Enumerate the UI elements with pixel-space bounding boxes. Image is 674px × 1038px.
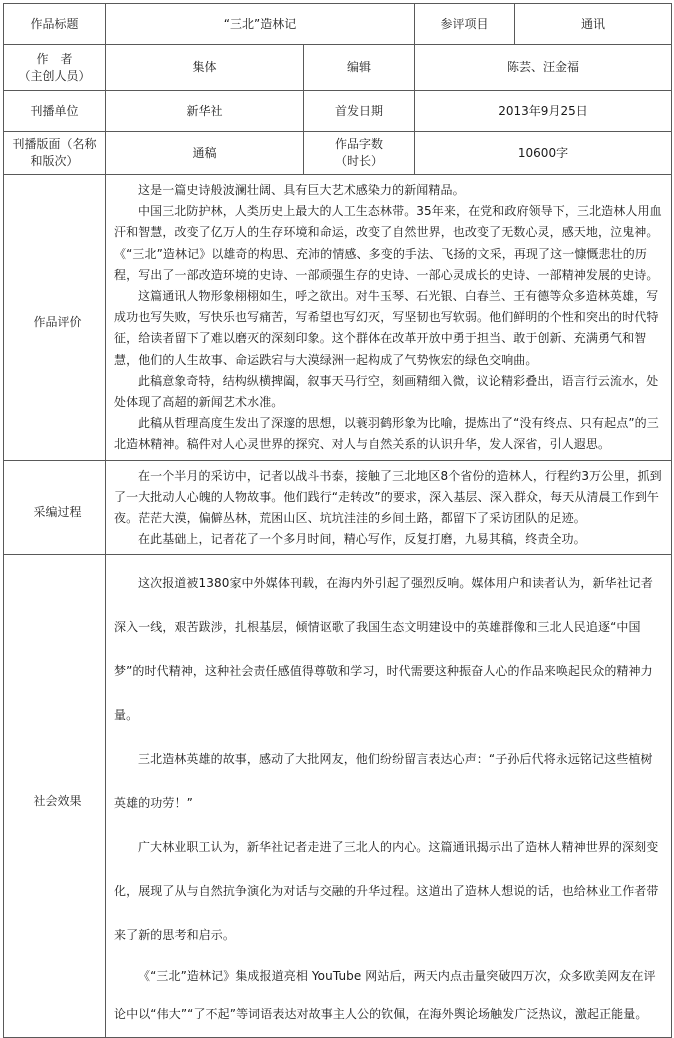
effect-paragraph-1: 这次报道被1380家中外媒体刊载，在海内外引起了强烈反响。媒体用户和读者认为，新华社记者深入一线，艰苦跋涉，扎根基层，倾情讴歌了我国生态文明建设中的英雄群像和三北人民追逐“中国梦”的时代精神，这种社会责任感值得尊敬和学习，时代需要这种振奋人心的作品来唤起民众的精神力量。 (114, 576, 653, 723)
form-table (3, 3, 672, 1038)
evaluation-paragraph-1: 这是一篇史诗般波澜壮阔、具有巨大艺术感染力的新闻精品。 (138, 183, 465, 197)
process-row (4, 460, 672, 555)
evaluation-label-cell (4, 175, 106, 461)
effect-paragraph-2: 三北造林英雄的故事，感动了大批网友，他们纷纷留言表达心声：“子孙后代将永远铭记这些植树英雄的功劳！” (114, 752, 653, 811)
unit-value: 新华社 (106, 91, 304, 132)
unit-row (4, 91, 672, 132)
evaluation-label: 作品评价 (33, 314, 82, 329)
evaluation-body (106, 175, 671, 460)
title-row (4, 4, 672, 45)
words-label-line2: （时长） (334, 154, 383, 168)
effect-body (106, 555, 671, 1037)
title-label: 作品标题 (4, 4, 106, 45)
process-paragraph-1: 在一个半月的采访中，记者以战斗书泰，接触了三北地区8个省份的造林人，行程约3万公里，抓到了一大批动人心魄的人物故事。他们践行“走转改”的要求，深入基层、深入群众，每天从清晨工作到午夜。茫茫大漠，偏僻丛林，荒困山区、坑坑洼洼的乡间土路，都留下了采访团队的足迹。 (114, 468, 662, 526)
evaluation-text-cell (106, 175, 672, 461)
layout-row (4, 132, 672, 175)
category-label: 参评项目 (415, 4, 515, 45)
evaluation-paragraph-4: 此稿意象奇特，结构纵横捭阖，叙事天马行空，刻画精细入微，议论精彩叠出，语言行云流水，处处体现了高超的新闻艺术水准。 (114, 373, 659, 410)
evaluation-paragraph-3: 这篇通讯人物形象栩栩如生，呼之欲出。对牛玉琴、石光银、白春兰、王有德等众多造林英雄，写成功也写失败，写快乐也写痛苦，写希望也写幻灭，写坚韧也写软弱。他们鲜明的个性和突出的时代特征，给读者留下了难以磨灭的深刻印象。这个群体在改革开放中勇于担当、敢于创新、充满勇气和智慧，他们的人生故事、命运跌宕与大漠绿洲一起构成了气势恢宏的绿色交响曲。 (114, 289, 659, 367)
process-paragraph-2: 在此基础上，记者花了一个多月时间，精心写作，反复打磨，九易其稿，终责全功。 (138, 532, 586, 547)
evaluation-paragraph-5: 此稿从哲理高度生发出了深邃的思想，以蓑羽鹤形象为比喻，提炼出了“没有终点、只有起点”的三北造林精神。稿件对人心灵世界的探究、对人与自然关系的认识升华，发人深省，引人遐思。 (114, 416, 659, 452)
process-label: 采编过程 (33, 505, 82, 520)
date-label: 首发日期 (304, 91, 415, 132)
editor-label: 编辑 (304, 45, 415, 91)
evaluation-row (4, 175, 672, 461)
category-value: 通讯 (515, 4, 672, 45)
author-label-line1: 作 者 (36, 51, 73, 66)
words-label (304, 132, 415, 175)
layout-label-line1: 刊播版面（名称 (12, 137, 97, 152)
effect-label: 社会效果 (33, 794, 82, 809)
words-value: 10600字 (415, 132, 672, 175)
process-text-cell (106, 460, 672, 555)
author-label-line2: （主创人员） (18, 68, 91, 83)
layout-value: 通稿 (106, 132, 304, 175)
process-label-cell (4, 460, 106, 555)
author-row (4, 45, 672, 91)
effect-row (4, 555, 672, 1038)
title-value: “三北”造林记 (106, 4, 415, 45)
unit-label: 刊播单位 (4, 91, 106, 132)
effect-label-cell (4, 555, 106, 1038)
process-body (106, 461, 671, 555)
effect-paragraph-3: 广大林业职工认为，新华社记者走进了三北人的内心。这篇通讯揭示出了造林人精神世界的深刻变化，展现了从与自然抗争演化为对话与交融的升华过程。这道出了造林人想说的话，也给林业工作者带来了新的思考和启示。 (114, 840, 659, 943)
editor-value: 陈芸、汪金福 (415, 45, 672, 91)
layout-label (4, 132, 106, 175)
evaluation-paragraph-2: 中国三北防护林，人类历史上最大的人工生态林带。35年来，在党和政府领导下，三北造林人用血汗和智慧，改变了亿万人的生存环境和命运，改变了自然世界，也改变了无数心灵，感天地，泣鬼神。《“三北”造林记》以雄奇的构思、充沛的情感、多变的手法、飞扬的文采，再现了这一慷慨悲壮的历程，写出了一部改造环境的史诗、一部顽强生存的史诗、一部心灵成长的史诗、一部精神发展的史诗。 (114, 204, 662, 282)
date-value: 2013年9月25日 (415, 91, 672, 132)
author-label (4, 45, 106, 91)
effect-paragraph-4: 《“三北”造林记》集成报道亮相 YouTube 网站后，两天内点击量突破四万次，众多欧美网友在评论中以“伟大”“了不起”等词语表达对故事主人公的钦佩，在海外舆论场触发广泛热议，激起正能量。 (114, 969, 656, 1022)
words-label-line1: 作品字数 (334, 137, 383, 152)
layout-label-line2: 和版次） (30, 154, 79, 168)
author-value: 集体 (106, 45, 304, 91)
effect-text-cell (106, 555, 672, 1038)
